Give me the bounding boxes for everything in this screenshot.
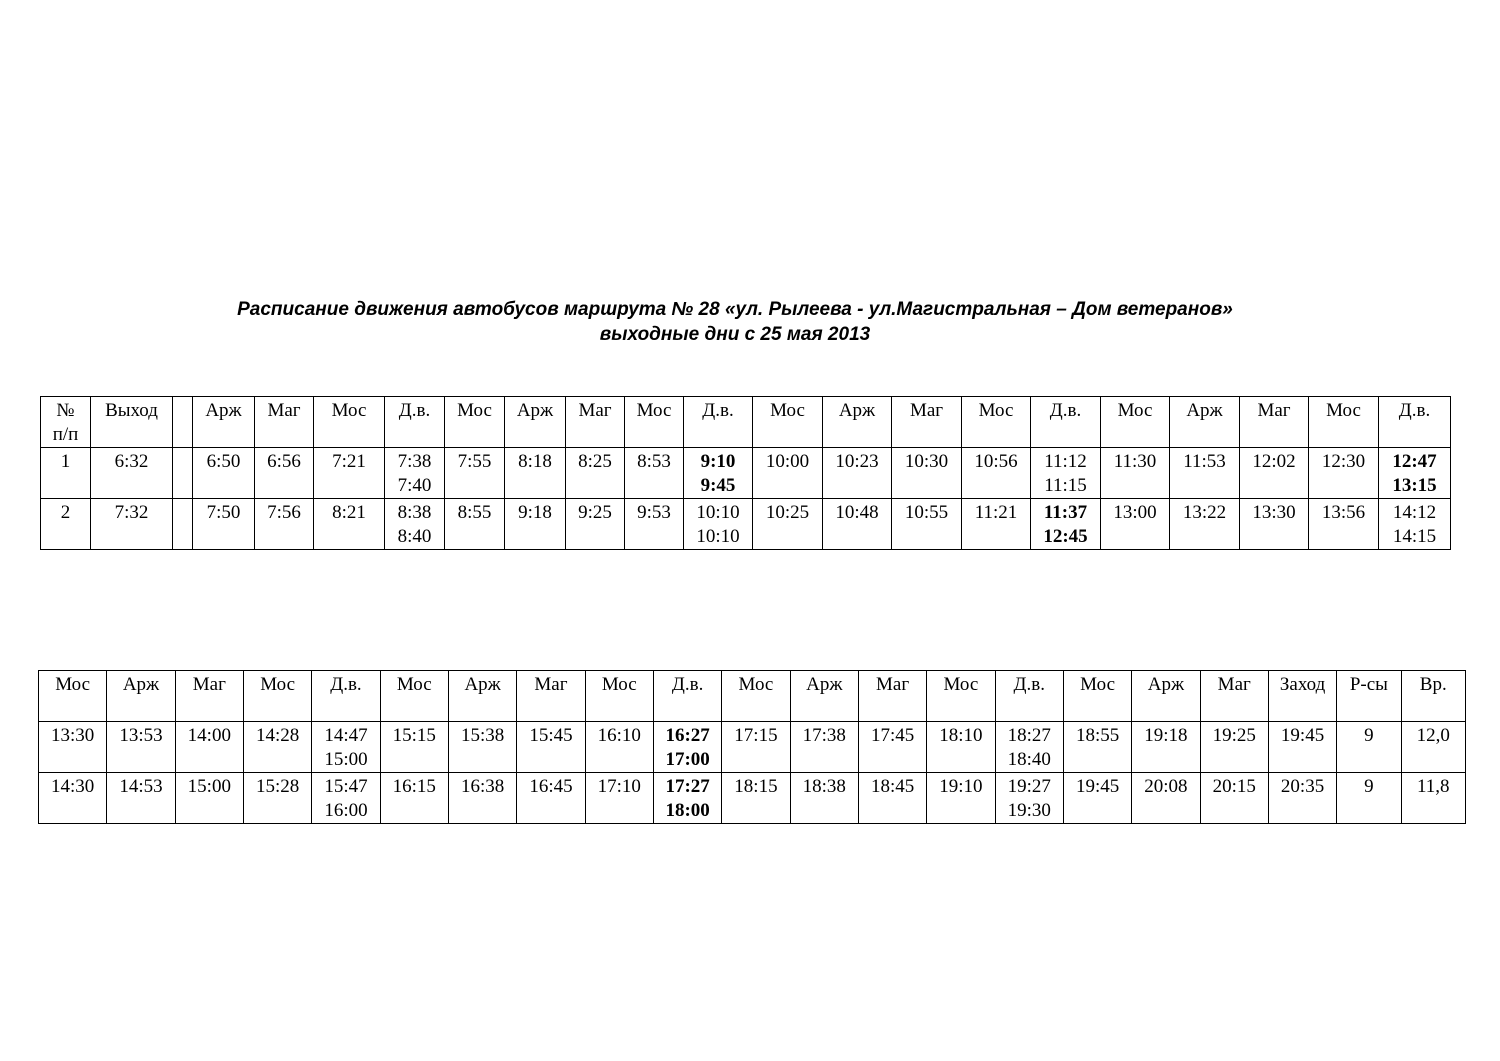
table-cell xyxy=(312,773,380,824)
column-header-line: Маг xyxy=(267,400,301,421)
table-cell-line: 8:55 xyxy=(457,502,492,523)
column-header-line: Мос xyxy=(770,400,805,421)
column-header-line: Мос xyxy=(738,674,774,695)
table-cell-line: 7:21 xyxy=(332,451,366,472)
table-cell-line: 12:02 xyxy=(1252,451,1296,472)
table-cell xyxy=(107,722,175,773)
column-header xyxy=(927,671,995,722)
table-cell xyxy=(927,773,995,824)
table-cell xyxy=(1337,773,1401,824)
table-cell-line: 14:15 xyxy=(1392,526,1437,547)
table-cell-line: 2 xyxy=(60,502,71,523)
table-cell-line: 10:10 xyxy=(696,502,740,523)
table-cell xyxy=(1309,448,1379,499)
column-header-line: Д.в. xyxy=(702,400,734,421)
column-header xyxy=(823,397,892,448)
table-cell-line: 15:38 xyxy=(460,725,505,746)
table-cell-line: 10:48 xyxy=(835,502,879,523)
column-header-line: Арж xyxy=(464,674,501,695)
table-cell-line: 12:47 xyxy=(1392,451,1437,472)
table-cell-line: 8:38 xyxy=(397,502,432,523)
table-cell-line: 10:25 xyxy=(765,502,810,523)
column-header xyxy=(1132,671,1200,722)
column-header xyxy=(448,671,516,722)
table-row xyxy=(39,722,1466,773)
table-cell-line: 18:38 xyxy=(802,776,846,797)
table-cell-line: 7:38 xyxy=(397,451,432,472)
table-cell-line: 14:30 xyxy=(51,776,95,797)
table-cell-line: 17:38 xyxy=(802,725,846,746)
table-cell-line: 10:55 xyxy=(904,502,949,523)
table-cell xyxy=(625,499,684,550)
table-cell-line: 8:25 xyxy=(578,451,612,472)
column-header-line: Мос xyxy=(1326,400,1361,421)
column-header-line: Д.в. xyxy=(398,400,431,421)
table-cell-line: 17:45 xyxy=(870,725,915,746)
column-header xyxy=(722,671,790,722)
table-cell xyxy=(892,499,962,550)
table-cell-line: 10:10 xyxy=(696,526,740,547)
table-cell-line: 9 xyxy=(1364,725,1374,746)
table-cell-line: 13:30 xyxy=(1252,502,1296,523)
table-cell xyxy=(193,448,255,499)
table-cell xyxy=(1101,448,1170,499)
table-cell xyxy=(1309,499,1379,550)
column-header-line: Мос xyxy=(260,674,296,695)
column-header xyxy=(1063,671,1131,722)
column-header xyxy=(1101,397,1170,448)
table-cell-line: 19:27 xyxy=(1007,776,1051,797)
table-cell-line: 14:53 xyxy=(119,776,163,797)
table-cell-line: 10:23 xyxy=(835,451,879,472)
table-cell xyxy=(1268,773,1336,824)
table-cell-line: 6:32 xyxy=(114,451,149,472)
table-cell-line: 7:55 xyxy=(457,451,492,472)
table-cell xyxy=(684,499,753,550)
table-cell xyxy=(1200,773,1268,824)
table-cell xyxy=(790,722,858,773)
table-cell-line: 19:45 xyxy=(1280,725,1325,746)
table-cell-line: 9:10 xyxy=(700,451,736,472)
table-cell-line: 18:00 xyxy=(665,800,710,821)
table-cell xyxy=(517,773,585,824)
table-cell-line: 18:55 xyxy=(1075,725,1120,746)
table-cell-line: 9 xyxy=(1364,776,1374,797)
table-cell xyxy=(753,448,823,499)
table-cell xyxy=(175,773,243,824)
table-cell-line: 9:45 xyxy=(700,475,736,496)
table-cell xyxy=(1170,448,1240,499)
table-cell-line: 8:40 xyxy=(397,526,432,547)
table-cell xyxy=(653,773,721,824)
table-cell xyxy=(41,448,91,499)
table-cell-line: 15:47 xyxy=(324,776,368,797)
table-cell-line: 7:50 xyxy=(206,502,241,523)
table-cell xyxy=(858,773,926,824)
column-header xyxy=(625,397,684,448)
table-cell-line: 15:45 xyxy=(529,725,573,746)
table-cell xyxy=(1401,773,1465,824)
table-cell-line: 10:30 xyxy=(904,451,949,472)
column-header-line: Д.в. xyxy=(1049,400,1082,421)
table-cell-line: 15:00 xyxy=(187,776,231,797)
column-header-line: Выход xyxy=(105,400,158,421)
table-cell-line: 12:30 xyxy=(1321,451,1366,472)
table-cell-line: 11:21 xyxy=(974,502,1018,523)
schedule-table-part1 xyxy=(40,396,1451,550)
column-header xyxy=(380,671,448,722)
column-header-line: Маг xyxy=(876,674,910,695)
table-cell xyxy=(445,499,505,550)
table-cell-line: 17:15 xyxy=(734,725,778,746)
column-header-line: Арж xyxy=(1147,674,1185,695)
table-cell xyxy=(1170,499,1240,550)
table-cell-line: 20:35 xyxy=(1280,776,1325,797)
table-cell xyxy=(91,499,173,550)
table-cell-line: 15:00 xyxy=(324,749,368,770)
table-cell xyxy=(39,773,107,824)
table-cell-line: 15:15 xyxy=(392,725,436,746)
table-cell xyxy=(1268,722,1336,773)
table-cell xyxy=(255,448,314,499)
column-header xyxy=(517,671,585,722)
table-cell xyxy=(91,448,173,499)
table-row xyxy=(41,448,1451,499)
table-cell-line: 17:10 xyxy=(597,776,641,797)
table-cell xyxy=(585,722,653,773)
column-header xyxy=(1401,671,1465,722)
table-cell xyxy=(722,773,790,824)
column-header-line: Маг xyxy=(534,674,568,695)
table-cell xyxy=(790,773,858,824)
column-header-line: Мос xyxy=(1080,674,1115,695)
table-cell xyxy=(1337,722,1401,773)
table-cell-line: 18:27 xyxy=(1007,725,1051,746)
table-cell-line: 19:30 xyxy=(1007,800,1051,821)
table-cell-line: 11:12 xyxy=(1044,451,1087,472)
table-cell-line: 16:45 xyxy=(529,776,573,797)
column-header-line: Мос xyxy=(601,674,637,695)
table-cell-line: 17:00 xyxy=(665,749,710,770)
column-header xyxy=(312,671,380,722)
column-header xyxy=(39,671,107,722)
column-header-line: Заход xyxy=(1279,674,1326,695)
table-cell-line: 18:45 xyxy=(870,776,915,797)
column-header xyxy=(892,397,962,448)
table-cell xyxy=(448,722,516,773)
table-cell xyxy=(380,773,448,824)
column-header xyxy=(858,671,926,722)
table-cell xyxy=(892,448,962,499)
table-cell-line: 12,0 xyxy=(1416,725,1450,746)
column-header xyxy=(790,671,858,722)
table-cell-line: 14:28 xyxy=(256,725,300,746)
column-header xyxy=(995,671,1063,722)
table-cell xyxy=(1132,722,1200,773)
column-header xyxy=(1170,397,1240,448)
column-header-line: Мос xyxy=(1117,400,1153,421)
table-cell-line: 16:38 xyxy=(460,776,505,797)
column-header-line: Маг xyxy=(578,400,612,421)
column-header xyxy=(445,397,505,448)
table-cell-line: 11:30 xyxy=(1113,451,1157,472)
column-header-line: Мос xyxy=(396,674,432,695)
table-cell xyxy=(566,499,625,550)
schedule-subtitle: выходные дни с 25 мая 2013 xyxy=(599,324,871,345)
table-cell-line: 13:30 xyxy=(51,725,95,746)
column-header-line: Арж xyxy=(516,400,554,421)
table-cell-line: 8:18 xyxy=(518,451,552,472)
table-cell xyxy=(1379,448,1451,499)
table-cell xyxy=(927,722,995,773)
column-header xyxy=(1379,397,1451,448)
column-header xyxy=(1337,671,1401,722)
column-header xyxy=(314,397,385,448)
table-cell xyxy=(314,448,385,499)
column-header-line: Маг xyxy=(1257,400,1291,421)
table-cell xyxy=(243,722,311,773)
table-cell xyxy=(995,722,1063,773)
column-header xyxy=(107,671,175,722)
column-header xyxy=(243,671,311,722)
table-cell xyxy=(312,722,380,773)
table-cell xyxy=(505,499,566,550)
table-cell-line: 13:53 xyxy=(119,725,163,746)
table-cell-line: 11:53 xyxy=(1183,451,1226,472)
table-cell-line: 13:00 xyxy=(1113,502,1157,523)
schedule-table-part2 xyxy=(38,670,1466,824)
table-cell-line: 10:56 xyxy=(974,451,1018,472)
schedule-title: Расписание движения автобусов маршрута № 28 «ул. Рылеева - ул.Магистральная – Дом ветеранов» xyxy=(237,299,1233,320)
column-header xyxy=(753,397,823,448)
table-cell-line: 19:45 xyxy=(1075,776,1120,797)
column-header xyxy=(255,397,314,448)
table-cell-line: 14:00 xyxy=(187,725,231,746)
table-cell-line: 8:53 xyxy=(637,451,671,472)
column-header-line: Арж xyxy=(1186,400,1223,421)
table-cell-line: 16:00 xyxy=(324,800,368,821)
table-cell xyxy=(1240,448,1309,499)
table-cell-line: 19:18 xyxy=(1144,725,1188,746)
table-cell xyxy=(823,448,892,499)
column-header xyxy=(1240,397,1309,448)
column-header xyxy=(1268,671,1336,722)
table-cell-line: 13:15 xyxy=(1392,475,1437,496)
table-cell xyxy=(1031,499,1101,550)
table-cell xyxy=(39,722,107,773)
table-cell xyxy=(385,448,445,499)
table-cell xyxy=(1379,499,1451,550)
table-cell-line: 11:15 xyxy=(1044,475,1087,496)
table-cell xyxy=(175,722,243,773)
table-cell-line: 16:15 xyxy=(392,776,436,797)
table-cell xyxy=(1132,773,1200,824)
table-cell xyxy=(255,499,314,550)
table-cell xyxy=(173,448,193,499)
table-cell-line: 6:56 xyxy=(267,451,301,472)
table-cell xyxy=(962,499,1031,550)
table-cell xyxy=(314,499,385,550)
header-row xyxy=(41,397,1451,448)
column-header xyxy=(193,397,255,448)
column-header-line: Мос xyxy=(331,400,367,421)
table-cell xyxy=(684,448,753,499)
table-cell-line: 16:27 xyxy=(665,725,710,746)
table-cell xyxy=(962,448,1031,499)
table-cell-line: 18:10 xyxy=(939,725,983,746)
table-cell-line: 18:40 xyxy=(1007,749,1051,770)
table-cell xyxy=(445,448,505,499)
column-header xyxy=(1031,397,1101,448)
column-header xyxy=(1309,397,1379,448)
table-cell-line: 19:25 xyxy=(1212,725,1256,746)
table-cell xyxy=(1401,722,1465,773)
table-cell-line: 6:50 xyxy=(206,451,241,472)
column-header-line: Арж xyxy=(122,674,160,695)
table-row xyxy=(39,773,1466,824)
column-header-line: № xyxy=(56,400,75,421)
table-cell xyxy=(41,499,91,550)
table-cell-line: 7:32 xyxy=(114,502,149,523)
column-header-line: Арж xyxy=(205,400,242,421)
column-header-line: Р-сы xyxy=(1349,674,1388,695)
table-cell xyxy=(753,499,823,550)
table-cell xyxy=(448,773,516,824)
table-cell-line: 17:27 xyxy=(665,776,710,797)
column-header xyxy=(175,671,243,722)
column-header xyxy=(585,671,653,722)
table-cell-line: 18:15 xyxy=(734,776,778,797)
table-cell-line: 8:21 xyxy=(332,502,366,523)
table-cell-line: 11,8 xyxy=(1417,776,1450,797)
column-header-line: Маг xyxy=(192,674,226,695)
table-cell xyxy=(385,499,445,550)
column-header xyxy=(173,397,193,448)
table-cell-line: 10:00 xyxy=(765,451,810,472)
table-cell xyxy=(823,499,892,550)
table-cell xyxy=(1240,499,1309,550)
table-cell-line: 20:08 xyxy=(1144,776,1188,797)
table-cell-line: 16:10 xyxy=(597,725,641,746)
table-cell-line: 14:12 xyxy=(1392,502,1437,523)
table-cell-line: 20:15 xyxy=(1212,776,1256,797)
column-header xyxy=(1200,671,1268,722)
column-header xyxy=(91,397,173,448)
table-cell xyxy=(995,773,1063,824)
table-cell xyxy=(1031,448,1101,499)
column-header-line: Д.в. xyxy=(1013,674,1045,695)
table-cell-line: 13:56 xyxy=(1321,502,1366,523)
table-cell xyxy=(566,448,625,499)
column-header-line: Арж xyxy=(806,674,843,695)
column-header xyxy=(385,397,445,448)
table-cell-line: 15:28 xyxy=(256,776,300,797)
table-cell xyxy=(1063,722,1131,773)
table-cell-line: 7:56 xyxy=(267,502,301,523)
table-cell xyxy=(625,448,684,499)
column-header xyxy=(653,671,721,722)
table-cell xyxy=(1063,773,1131,824)
table-cell-line: 12:45 xyxy=(1043,526,1088,547)
table-cell xyxy=(1101,499,1170,550)
table-row xyxy=(41,499,1451,550)
table-cell xyxy=(858,722,926,773)
table-cell xyxy=(1200,722,1268,773)
column-header-line: Мос xyxy=(978,400,1014,421)
column-header-line: Д.в. xyxy=(330,674,362,695)
table-cell-line: 1 xyxy=(60,451,71,472)
column-header-line: Маг xyxy=(909,400,944,421)
column-header-line: Мос xyxy=(636,400,672,421)
column-header-line: Маг xyxy=(1217,674,1251,695)
table-cell-line: 11:37 xyxy=(1043,502,1088,523)
column-header xyxy=(505,397,566,448)
table-cell-line: 19:10 xyxy=(939,776,983,797)
column-header xyxy=(41,397,91,448)
table-cell xyxy=(380,722,448,773)
table-cell-line: 9:53 xyxy=(637,502,671,523)
header-row xyxy=(39,671,1466,722)
table-cell xyxy=(505,448,566,499)
column-header-line: Д.в. xyxy=(1398,400,1431,421)
table-cell-line: 7:40 xyxy=(397,475,432,496)
column-header-line: Мос xyxy=(943,674,979,695)
column-header-line: Вр. xyxy=(1419,674,1447,695)
column-header xyxy=(684,397,753,448)
table-cell xyxy=(722,722,790,773)
table-cell xyxy=(107,773,175,824)
table-cell xyxy=(173,499,193,550)
column-header-line: Арж xyxy=(838,400,876,421)
table-cell-line: 9:25 xyxy=(578,502,612,523)
column-header-line: п/п xyxy=(52,424,79,445)
column-header-line: Д.в. xyxy=(671,674,704,695)
table-cell-line: 14:47 xyxy=(324,725,368,746)
column-header-line: Мос xyxy=(55,674,91,695)
column-header xyxy=(962,397,1031,448)
column-header-line: Мос xyxy=(457,400,492,421)
table-cell xyxy=(517,722,585,773)
table-cell xyxy=(193,499,255,550)
table-cell xyxy=(585,773,653,824)
table-cell-line: 9:18 xyxy=(518,502,552,523)
table-cell xyxy=(243,773,311,824)
table-cell xyxy=(653,722,721,773)
column-header xyxy=(566,397,625,448)
table-cell-line: 13:22 xyxy=(1182,502,1227,523)
